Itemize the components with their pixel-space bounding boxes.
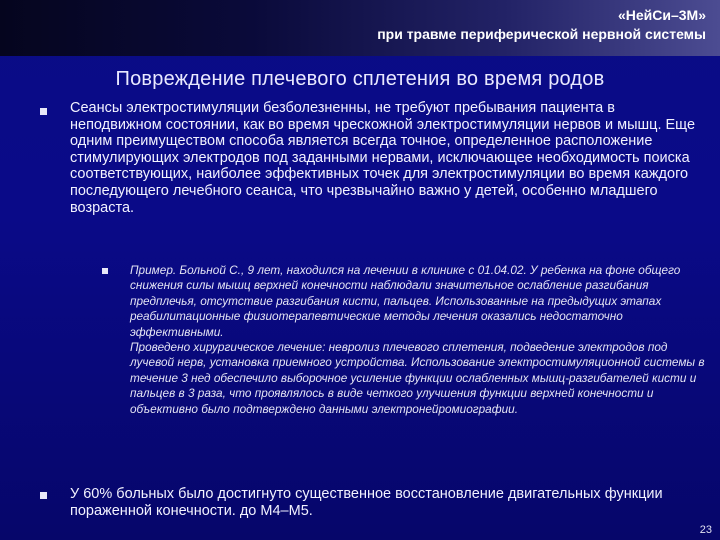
- header-line-2: при травме периферической нервной системы: [377, 26, 706, 42]
- slide-title: Повреждение плечевого сплетения во время родов: [115, 68, 605, 90]
- paragraph-results: У 60% больных было достигнуто существенное восстановление двигательных функции пораженной конечности. до М4–М5.: [70, 486, 663, 519]
- header-block: [377, 6, 706, 44]
- example-part-1: Пример. Больной С., 9 лет, находился на лечении в клинике с 01.04.02. У ребенка на фоне общего снижения силы мышц верхней конечности наблюдали значительное ослабление разгибания предплечья, отсутствие разгибания кисти, пальцев. Использованные на предыдущих этапах реабилитационные физиотерапевтические методы лечения оказались недостаточно эффективными.: [130, 263, 681, 339]
- page-number: 23: [699, 524, 712, 536]
- example-block: [130, 263, 706, 417]
- header-line-1: «НейСи–3М»: [617, 7, 706, 23]
- example-part-2: Проведено хирургическое лечение: невролиз плечевого сплетения, подведение электродов под лучевой нерв, установка приемного устройства. Использование электростимуляционной системы в течение 3 нед обеспечило выборочное усиление функции ослабленных мышц-разгибателей кисти и пальцев в 3 раза, что проявлялось в виде четкого улучшения функции верхней конечности и объективно было подтверждено данными электронейромиографии.: [130, 340, 705, 416]
- paragraph-electrostimulation: Сеансы электростимуляции безболезненны, не требуют пребывания пациента в неподвижном состоянии, как во время чрескожной электростимуляции нервов и мышц. Еще одним преимуществом способа является всегда точное, определенное расположение стимулирующих электродов под заданными нервами, исключающее необходимость поиска соответствующих, наиболее эффективных точек для электростимуляции во время каждого последующего лечебного сеанса, что чрезвычайно важно у детей, особенно младшего возраста.: [70, 100, 696, 216]
- bullet-square-icon: [40, 108, 47, 115]
- bullet-square-icon: [102, 268, 108, 274]
- bullet-square-icon: [40, 492, 47, 499]
